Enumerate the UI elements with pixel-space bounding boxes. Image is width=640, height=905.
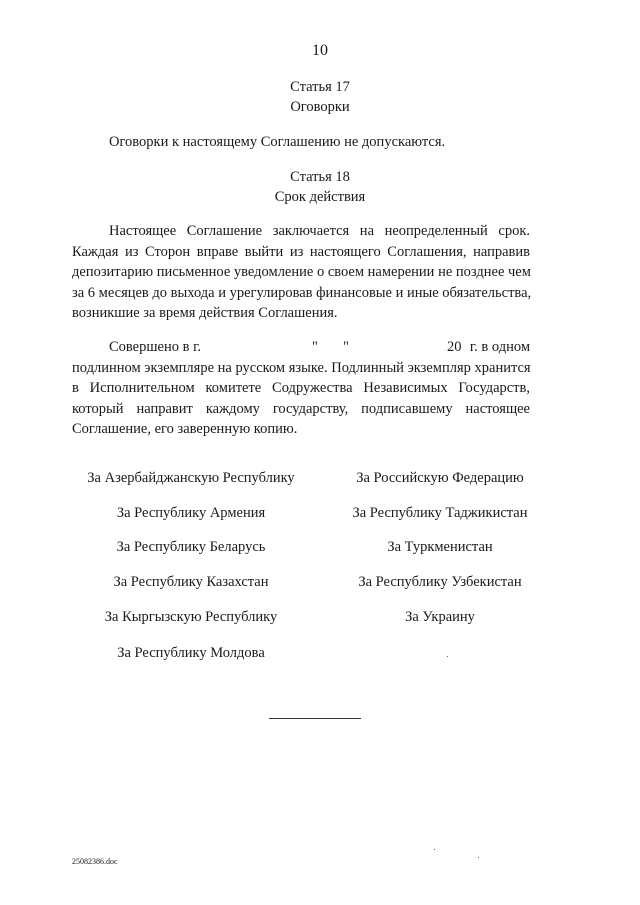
signature-kyrgyzstan: За Кыргызскую Республику (104, 609, 278, 625)
done-line: в Исполнительном комитете Содружества Независимых Государств, (72, 380, 530, 396)
article-18-line: Каждая из Сторон вправе выйти из настоящего Соглашения, направив (72, 243, 530, 260)
date-quote-close: " (343, 339, 349, 355)
signature-turkmenistan: За Туркменистан (387, 539, 493, 555)
scan-speck (434, 849, 435, 850)
article-17-title: Статья 17 (290, 79, 350, 95)
signature-moldova: За Республику Молдова (117, 645, 265, 661)
article-18-line: депозитарию письменное уведомление о своем намерении не позднее чем (72, 264, 531, 280)
date-year: 20 (447, 339, 462, 355)
page-number: 10 (312, 42, 328, 59)
done-at-copies: г. в одном (469, 339, 530, 355)
article-18-title: Статья 18 (290, 169, 350, 185)
done-at-paragraph (72, 337, 530, 440)
article-17-subtitle: Оговорки (290, 99, 350, 115)
scan-speck (478, 857, 479, 858)
signature-belarus: За Республику Беларусь (116, 539, 266, 555)
article-18-line: за 6 месяцев до выхода и урегулировав финансовые и иные обязательства, (72, 284, 532, 301)
signature-azerbaijan: За Азербайджанскую Республику (87, 470, 295, 486)
signature-kazakhstan: За Республику Казахстан (113, 574, 269, 590)
done-line: подлинном экземпляре на русском языке. Подлинный экземпляр хранится (72, 359, 531, 376)
done-at-first-line (72, 337, 530, 358)
end-separator-line (269, 718, 361, 719)
article-17-sentence: Оговорки к настоящему Соглашению не допускаются. (109, 134, 446, 150)
article-17-text (72, 132, 530, 153)
scan-speck (447, 656, 448, 657)
article-18-line: Настоящее Соглашение заключается на неопределенный срок. (109, 223, 530, 239)
article-18-subtitle: Срок действия (274, 189, 366, 205)
done-at-city-label: Совершено в г. (109, 339, 202, 355)
done-line: который направит каждому государству, подписавшему настоящее (72, 400, 530, 417)
signature-armenia: За Республику Армения (116, 505, 266, 521)
date-quote-open: " (312, 339, 318, 355)
signature-uzbekistan: За Республику Узбекистан (358, 574, 522, 590)
signature-russia: За Российскую Федерацию (356, 470, 524, 486)
signature-tajikistan: За Республику Таджикистан (352, 505, 528, 521)
footer-doc-code: 25082386.doc (72, 857, 118, 866)
article-18-paragraph (72, 221, 530, 324)
signature-ukraine: За Украину (405, 609, 475, 625)
done-line: Соглашение, его заверенную копию. (72, 421, 298, 437)
article-18-line: возникшие за время действия Соглашения. (72, 305, 338, 321)
